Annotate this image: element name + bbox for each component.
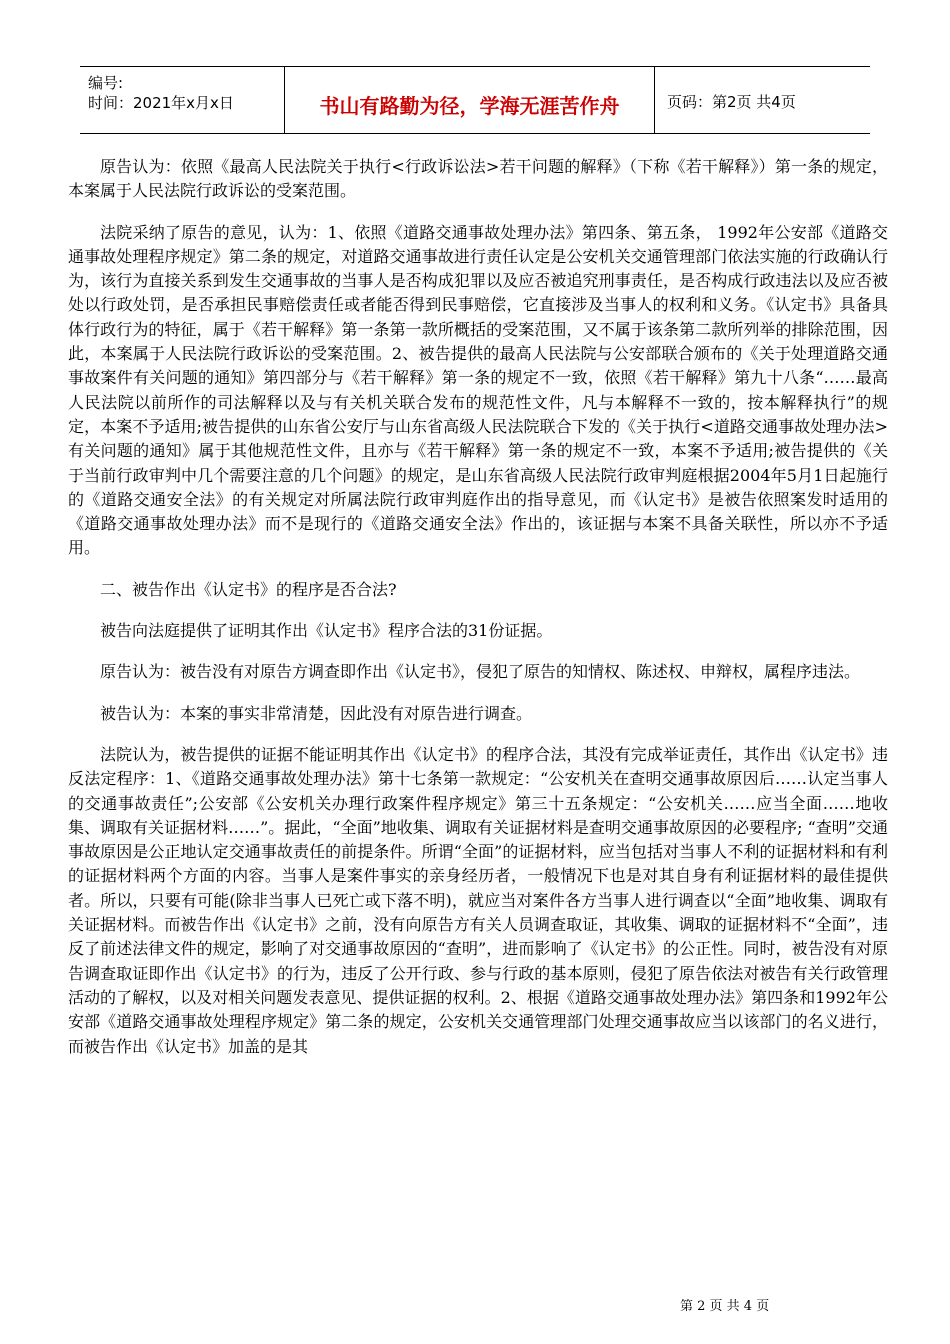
paragraph: 二、被告作出《认定书》的程序是否合法? [100, 579, 397, 599]
paragraph: 被告向法庭提供了证明其作出《认定书》程序合法的31份证据。 [100, 621, 553, 641]
page-header [80, 66, 870, 134]
paragraph: 原告认为：被告没有对原告方调查即作出《认定书》，侵犯了原告的知情权、陈述权、申辩权，属程序违法。 [100, 662, 861, 682]
number-label: 编号: [88, 74, 124, 92]
paragraph: 原告认为：依照《最高人民法院关于执行<行政诉讼法>若干问题的解释》（下称《若干解释》）第一条的规定，本案属于人民法院行政诉讼的受案范围。 [68, 157, 888, 201]
header-meta [80, 67, 285, 133]
header-motto: 书山有路勤为径，学海无涯苦作舟 [285, 67, 655, 133]
paragraph: 法院认为，被告提供的证据不能证明其作出《认定书》的程序合法，其没有完成举证责任，其作出《认定书》违反法定程序：1、《道路交通事故处理办法》第十七条第一款规定：“公安机关在查明交通事故原因后……认定当事人的交通事故责任”;公安部《公安机关办理行政案件程序规定》第三十五条规定：“公安机关……应当全面……地收集、调取有关证据材料……”。据此，“全面”地收集、调取有关证据材料是查明交通事故原因的必要程序; “查明”交通事故原因是公正地认定交通事故责任的前提条件。所谓“全面”的证据材料，应当包括对当事人不利的证据材料和有利的证据材料两个方面的内容。当事人是案件事实的亲身经历者，一般情况下也是对其自身有利证据材料的最佳提供者。所以，只要有可能(除非当事人已死亡或下落不明)，就应当对案件各方当事人进行调查以“全面”地收集、调取有关证据材料。而被告作出《认定书》之前，没有向原告方有关人员调查取证，其收集、调取的证据材料不“全面”，违反了前述法律文件的规定，影响了对交通事故原因的“查明”，进而影响了《认定书》的公正性。同时，被告没有对原告调查取证即作出《认定书》的行为，违反了公开行政、参与行政的基本原则，侵犯了原告依法对被告有关行政管理活动的了解权，以及对相关问题发表意见、提供证据的权利。2、根据《道路交通事故处理办法》第四条和1992年公安部《道路交通事故处理程序规定》第二条的规定，公安机关交通管理部门处理交通事故应当以该部门的名义进行，而被告作出《认定书》加盖的是其 [68, 744, 888, 1056]
header-page-info: 页码：第2页 共4页 [667, 93, 796, 111]
paragraph: 被告认为：本案的事实非常清楚，因此没有对原告进行调查。 [100, 703, 533, 723]
document-body [68, 155, 888, 1076]
date-label: 时间：2021年x月x日 [88, 94, 234, 112]
page-footer: 第 2 页 共 4 页 [680, 1299, 770, 1314]
paragraph: 法院采纳了原告的意见，认为：1、依照《道路交通事故处理办法》第四条、第五条， 1992年公安部《道路交通事故处理程序规定》第二条的规定，对道路交通事故进行责任认定是公安机关交通管理部门依法实施的行政确认行为，该行为直接关系到发生交通事故的当事人是否构成犯罪以及应否被追究刑事责任，是否构成行政违法以及应否被处以行政处罚，是否承担民事赔偿责任或者能否得到民事赔偿，它直接涉及当事人的权利和义务。《认定书》具备具体行政行为的特征，属于《若干解释》第一条第一款所概括的受案范围，又不属于该条第二款所列举的排除范围，因此，本案属于人民法院行政诉讼的受案范围。2、被告提供的最高人民法院与公安部联合颁布的《关于处理道路交通事故案件有关问题的通知》第四部分与《若干解释》第一条的规定不一致，依照《若干解释》第九十八条“……最高人民法院以前所作的司法解释以及与有关机关联合发布的规范性文件，凡与本解释不一致的，按本解释执行”的规定，本案不予适用;被告提供的山东省公安厅与山东省高级人民法院联合下发的《关于执行<道路交通事故处理办法>有关问题的通知》属于其他规范性文件，且亦与《若干解释》第一条的规定不一致，本案不予适用;被告提供的《关于当前行政审判中几个需要注意的几个问题》的规定，是山东省高级人民法院行政审判庭根据2004年5月1日起施行的《道路交通安全法》的有关规定对所属法院行政审判庭作出的指导意见，而《认定书》是被告依照案发时适用的《道路交通事故处理办法》而不是现行的《道路交通安全法》作出的，该证据与本案不具备关联性，所以亦不予适用。 [68, 222, 888, 558]
